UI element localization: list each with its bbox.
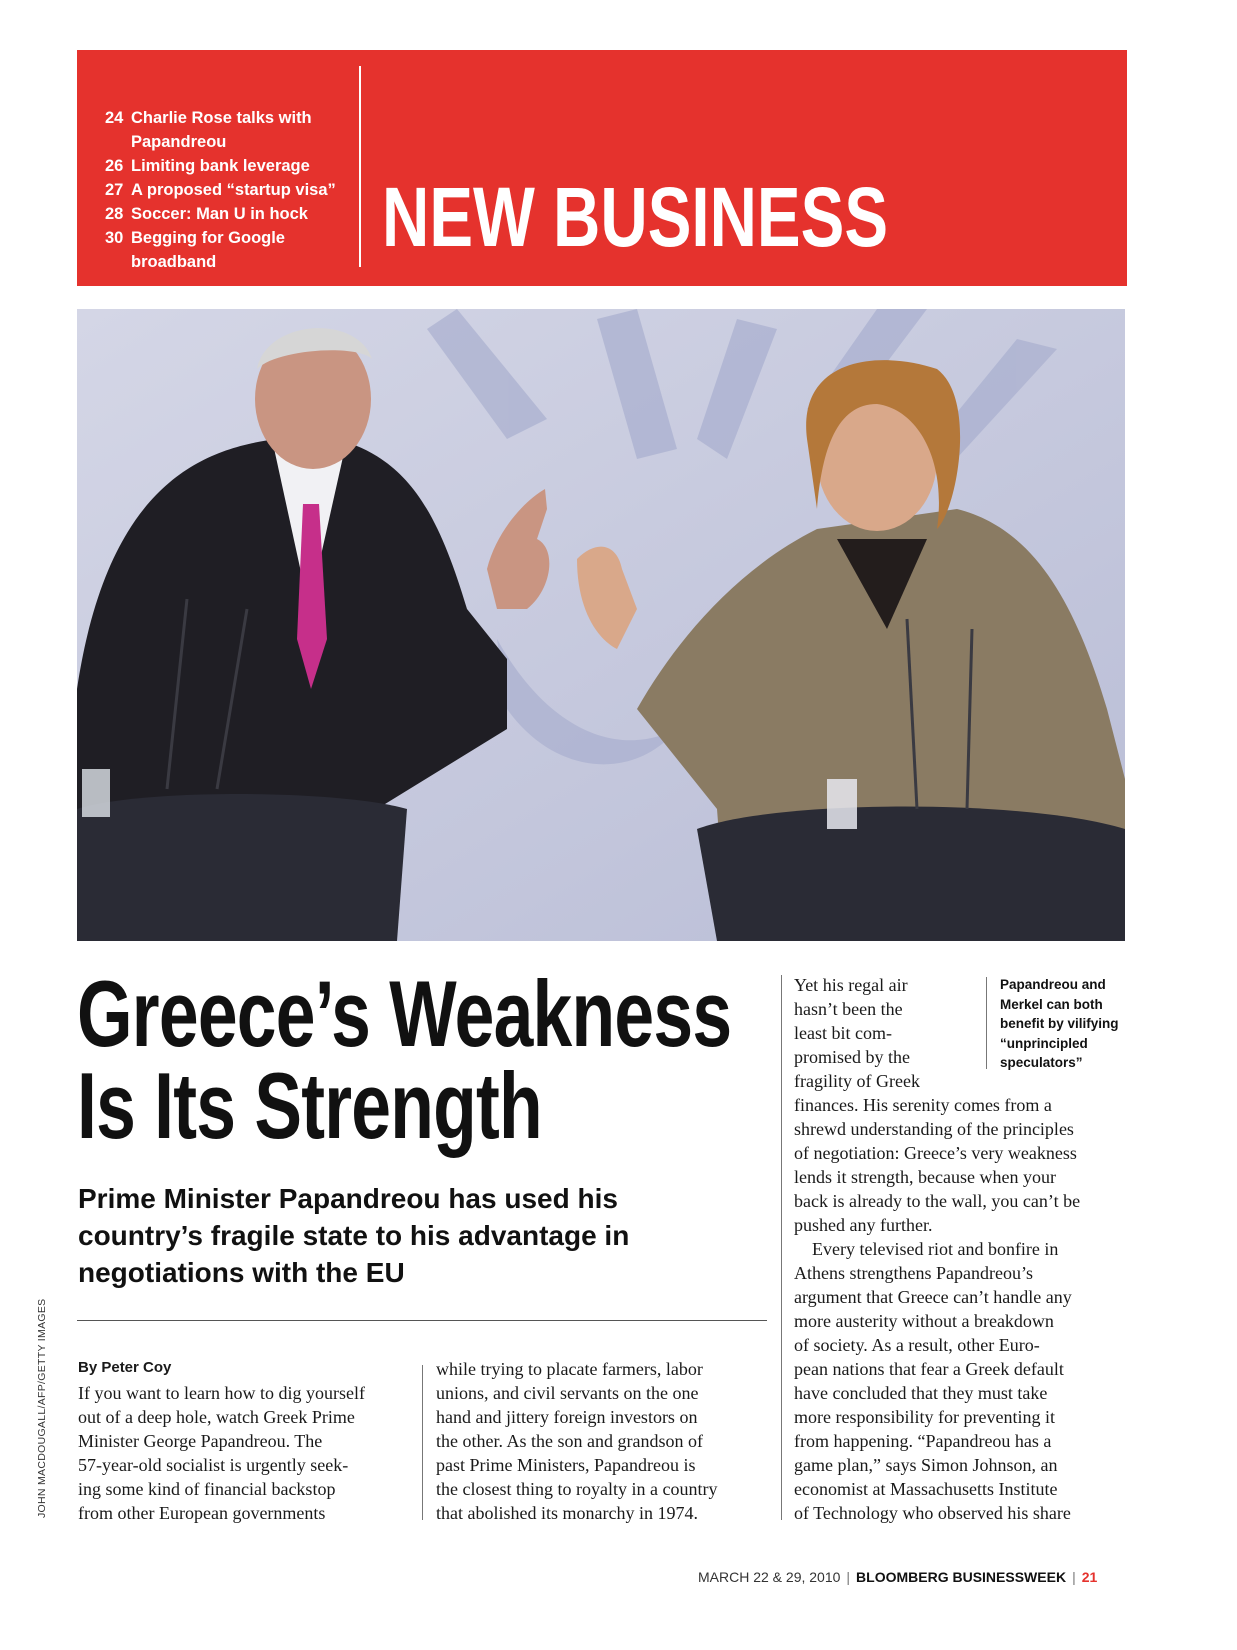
toc-item bbox=[105, 226, 365, 274]
body-text-line: pean nations that fear a Greek default bbox=[794, 1359, 1064, 1379]
body-text-line: the closest thing to royalty in a country bbox=[436, 1479, 718, 1499]
header-divider bbox=[359, 66, 361, 267]
pull-quote-divider bbox=[986, 977, 987, 1069]
body-text-line: least bit com- bbox=[794, 1023, 892, 1043]
toc-item bbox=[105, 178, 365, 202]
body-text-line: from other European governments bbox=[78, 1503, 326, 1523]
body-text-line: promised by the bbox=[794, 1047, 910, 1067]
body-column-3-top bbox=[794, 973, 984, 1093]
body-text-line: of society. As a result, other Euro- bbox=[794, 1335, 1040, 1355]
toc-item-text: Limiting bank leverage bbox=[131, 157, 310, 175]
body-text-line: past Prime Ministers, Papandreou is bbox=[436, 1455, 696, 1475]
page-footer: MARCH 22 & 29, 2010 | BLOOMBERG BUSINESSWEEK | 21 bbox=[698, 1569, 1098, 1585]
body-text-line: that abolished its monarchy in 1974. bbox=[436, 1503, 698, 1523]
photo-credit: JOHN MACDOUGALL/AFP/GETTY IMAGES bbox=[36, 1298, 48, 1518]
body-text-line: economist at Massachusetts Institute bbox=[794, 1479, 1058, 1499]
body-column-1 bbox=[78, 1381, 413, 1525]
toc-item-text: Charlie Rose talks with bbox=[131, 109, 312, 127]
body-text-line: from happening. “Papandreou has a bbox=[794, 1431, 1052, 1451]
toc-item-text: Papandreou bbox=[131, 133, 227, 151]
toc-item bbox=[105, 202, 365, 226]
body-text-line: while trying to placate farmers, labor bbox=[436, 1359, 703, 1379]
toc-page-number: 26 bbox=[105, 157, 124, 175]
toc-page-number: 28 bbox=[105, 205, 124, 223]
headline bbox=[77, 961, 732, 1158]
table-of-contents bbox=[105, 106, 365, 274]
body-text-line: unions, and civil servants on the one bbox=[436, 1383, 699, 1403]
deck-line: country’s fragile state to his advantage in bbox=[78, 1220, 630, 1251]
toc-item-text: broadband bbox=[131, 253, 217, 271]
photo-illustration bbox=[77, 309, 1125, 941]
toc-item-text: Begging for Google bbox=[131, 229, 285, 247]
body-text-line: hand and jittery foreign investors on bbox=[436, 1407, 698, 1427]
body-text-line: more responsibility for preventing it bbox=[794, 1407, 1055, 1427]
deck-line: Prime Minister Papandreou has used his bbox=[78, 1183, 618, 1214]
body-text-line: back is already to the wall, you can’t be bbox=[794, 1191, 1081, 1211]
lead-photo bbox=[77, 309, 1125, 941]
body-text-line: out of a deep hole, watch Greek Prime bbox=[78, 1407, 355, 1427]
body-text-line: hasn’t been the bbox=[794, 999, 903, 1019]
body-text-line: Every televised riot and bonfire in bbox=[794, 1239, 1059, 1259]
body-text-line: pushed any further. bbox=[794, 1215, 933, 1235]
body-text-line: finances. His serenity comes from a bbox=[794, 1095, 1052, 1115]
section-title: NEW BUSINESS bbox=[382, 170, 889, 264]
headline-line: Greece’s Weakness bbox=[77, 961, 732, 1066]
byline: By Peter Coy bbox=[78, 1359, 172, 1376]
body-text-line: shrewd understanding of the principles bbox=[794, 1119, 1074, 1139]
toc-item bbox=[105, 106, 365, 154]
pull-quote-line: benefit by vilifying bbox=[1000, 1016, 1119, 1031]
body-text-line: game plan,” says Simon Johnson, an bbox=[794, 1455, 1058, 1475]
toc-item bbox=[105, 154, 365, 178]
toc-page-number: 30 bbox=[105, 229, 124, 247]
section-header bbox=[77, 50, 1127, 286]
horizontal-rule bbox=[77, 1320, 767, 1321]
publication-name: BLOOMBERG BUSINESSWEEK bbox=[856, 1569, 1067, 1585]
column-divider bbox=[422, 1365, 423, 1520]
body-text-line: of negotiation: Greece’s very weakness bbox=[794, 1143, 1077, 1163]
body-text-line: lends it strength, because when your bbox=[794, 1167, 1056, 1187]
body-text-line: of Technology who observed his share bbox=[794, 1503, 1071, 1523]
body-text-line: the other. As the son and grandson of bbox=[436, 1431, 703, 1451]
toc-item-text: Soccer: Man U in hock bbox=[131, 205, 308, 223]
pull-quote-line: Papandreou and bbox=[1000, 977, 1106, 992]
toc-page-number: 24 bbox=[105, 109, 124, 127]
pull-quote-line: “unprincipled bbox=[1000, 1035, 1088, 1051]
body-text-line: If you want to learn how to dig yourself bbox=[78, 1383, 365, 1403]
issue-date: MARCH 22 & 29, 2010 bbox=[698, 1569, 841, 1585]
body-text-line: more austerity without a breakdown bbox=[794, 1311, 1054, 1331]
pull-quote-line: speculators” bbox=[1000, 1055, 1083, 1070]
body-text-line: Yet his regal air bbox=[794, 975, 908, 995]
toc-item-text: A proposed “startup visa” bbox=[131, 181, 336, 199]
body-text-line: Athens strengthens Papandreou’s bbox=[794, 1263, 1033, 1283]
body-text-line: ing some kind of financial backstop bbox=[78, 1479, 336, 1499]
pull-quote-line: Merkel can both bbox=[1000, 996, 1103, 1012]
deck bbox=[78, 1180, 728, 1291]
body-text-line: argument that Greece can’t handle any bbox=[794, 1287, 1072, 1307]
body-text-line: have concluded that they must take bbox=[794, 1383, 1048, 1403]
body-column-2 bbox=[436, 1357, 771, 1525]
column-divider bbox=[781, 975, 782, 1520]
toc-page-number: 27 bbox=[105, 181, 124, 199]
body-column-3 bbox=[794, 1093, 1134, 1525]
body-text-line: Minister George Papandreou. The bbox=[78, 1431, 323, 1451]
body-text-line: fragility of Greek bbox=[794, 1071, 920, 1091]
pull-quote bbox=[1000, 975, 1135, 1073]
body-text-line: 57-year-old socialist is urgently seek- bbox=[78, 1455, 349, 1475]
deck-line: negotiations with the EU bbox=[78, 1257, 405, 1288]
page-number: 21 bbox=[1081, 1569, 1098, 1585]
headline-line: Is Its Strength bbox=[77, 1053, 542, 1158]
